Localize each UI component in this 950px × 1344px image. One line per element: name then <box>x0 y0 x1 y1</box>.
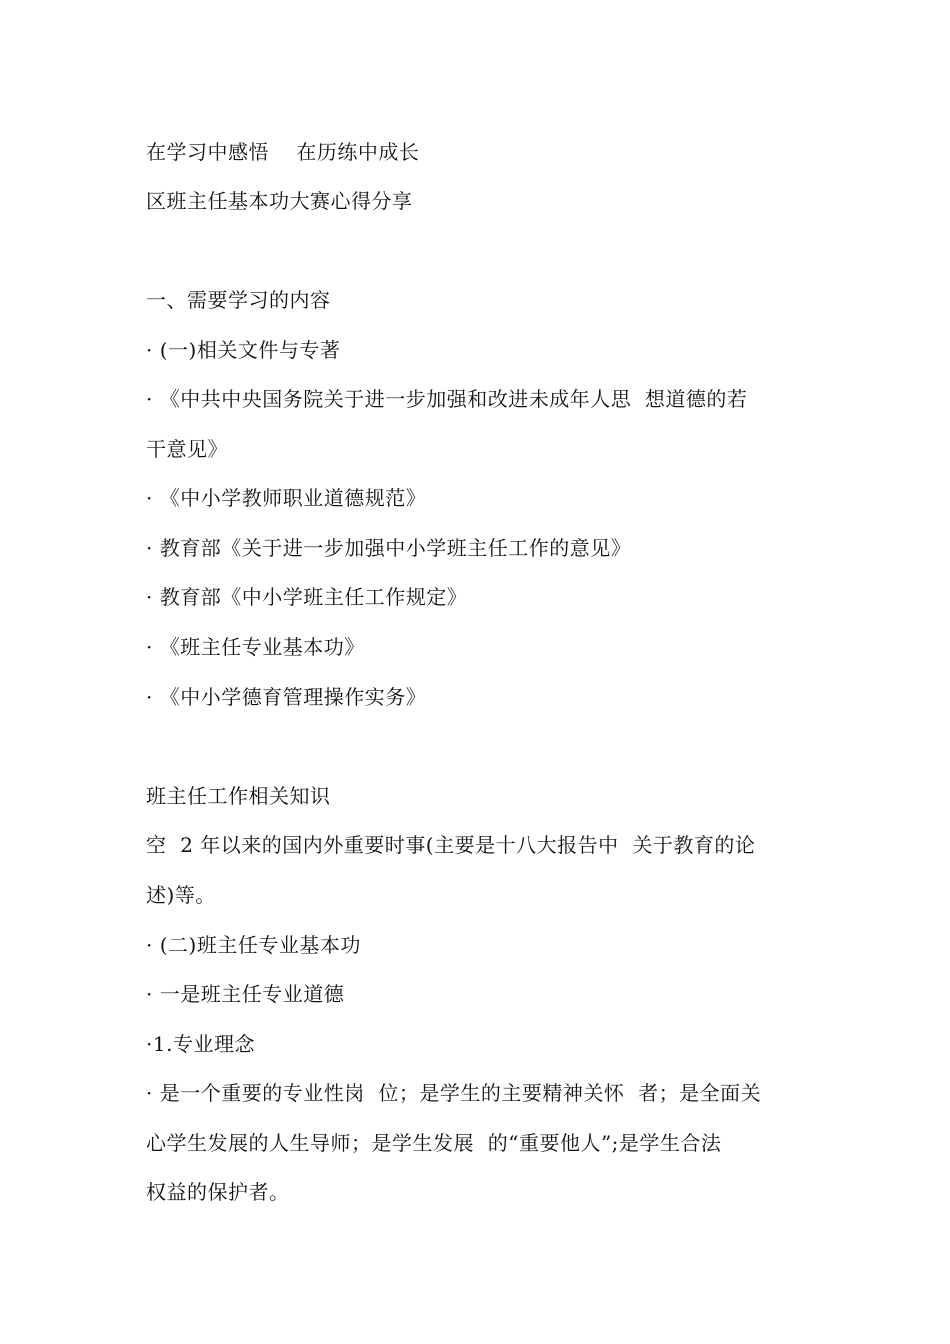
list-item: · 《班主任专业基本功》 <box>146 635 365 659</box>
subsection-heading: · (一)相关文件与专著 <box>146 338 341 362</box>
paragraph-line: 权益的保护者。 <box>146 1180 290 1204</box>
list-item: · 教育部《关于进一步加强中小学班主任工作的意见》 <box>146 536 632 560</box>
list-item-continuation: 干意见》 <box>146 437 228 461</box>
knowledge-heading: 班主任工作相关知识 <box>146 784 331 808</box>
title-line-1: 在学习中感悟 在历练中成长 <box>146 140 420 164</box>
list-item: · 《中小学德育管理操作实务》 <box>146 685 427 709</box>
title-line-2: 区班主任基本功大赛心得分享 <box>146 189 413 213</box>
paragraph-line: 述)等。 <box>146 883 216 907</box>
paragraph-line: · 是一个重要的专业性岗 位；是学生的主要精神关怀 者；是全面关 <box>146 1081 762 1105</box>
list-item: · 《中共中央国务院关于进一步加强和改进未成年人思 想道德的若 <box>146 387 748 411</box>
section-heading: 一、需要学习的内容 <box>146 288 331 312</box>
list-item: · 教育部《中小学班主任工作规定》 <box>146 585 468 609</box>
paragraph-line: 心学生发展的人生导师；是学生发展 的“重要他人”;是学生合法 <box>146 1131 722 1155</box>
subsection-heading: · (二)班主任专业基本功 <box>146 933 361 957</box>
list-item: · 一是班主任专业道德 <box>146 982 345 1006</box>
list-item: ·1.专业理念 <box>146 1032 255 1056</box>
list-item: · 《中小学教师职业道德规范》 <box>146 486 427 510</box>
paragraph-line: 空 2 年以来的国内外重要时事(主要是十八大报告中 关于教育的论 <box>146 833 756 857</box>
